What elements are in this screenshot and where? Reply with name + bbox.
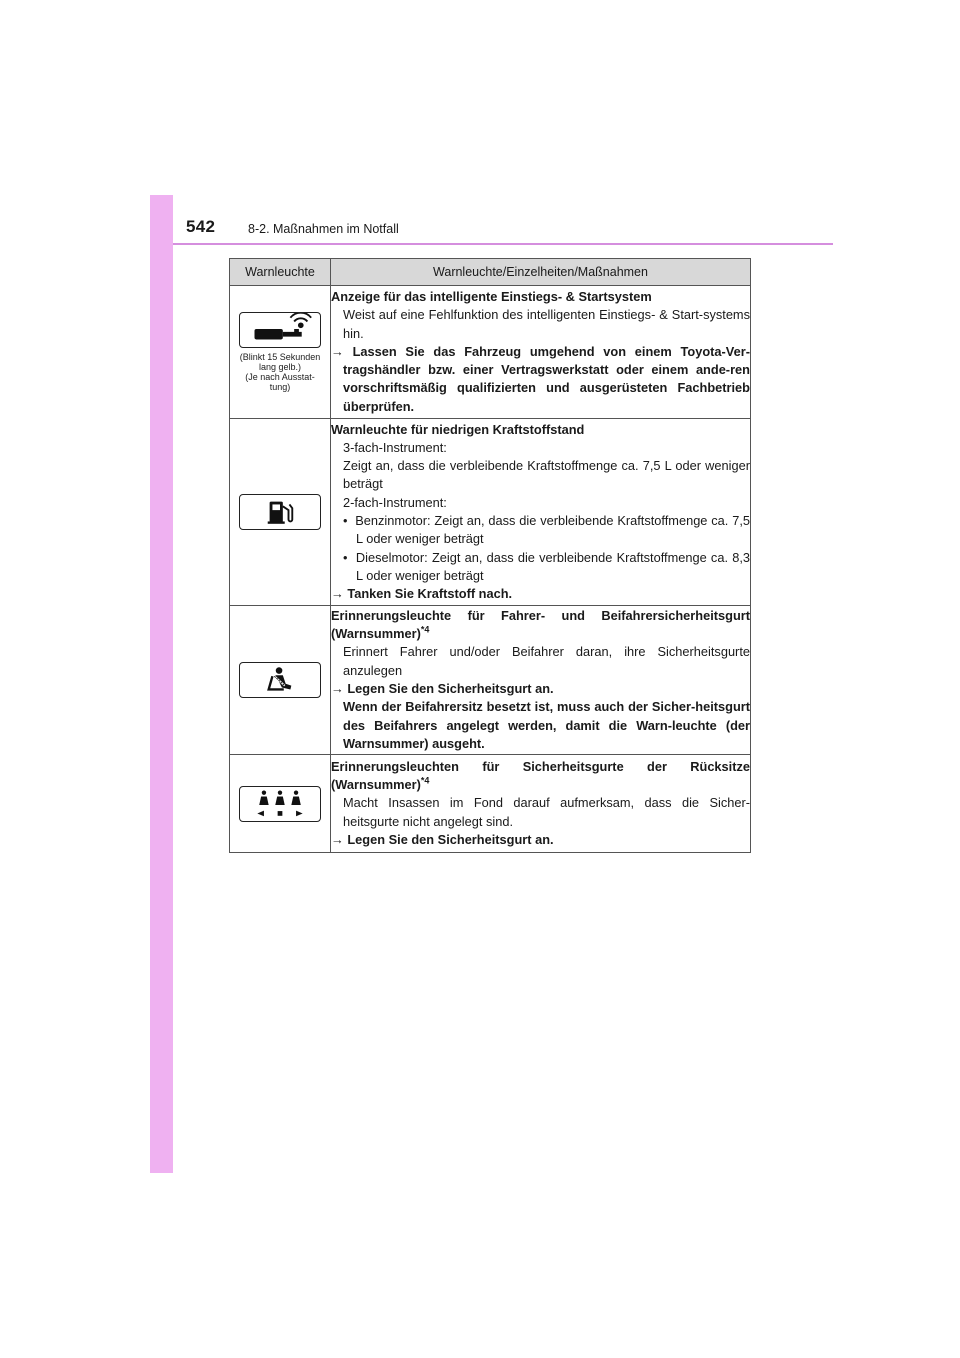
icon-cell xyxy=(230,755,331,853)
details-cell xyxy=(331,286,751,419)
details-cell xyxy=(331,606,751,755)
row-action: → Tanken Sie Kraftstoff nach. xyxy=(331,586,513,602)
column-header-light: Warnleuchte xyxy=(230,259,331,286)
rear-seatbelt-reminder-icon xyxy=(239,786,321,822)
row-action: → Legen Sie den Sicherheitsgurt an. xyxy=(331,681,554,696)
details-cell xyxy=(331,419,751,606)
instrument-3-text: Zeigt an, dass die verbleibende Kraftstoffmenge ca. 7,5 L oder weniger beträgt xyxy=(343,458,750,492)
row-title: Warnleuchte für niedrigen Kraftstoffstand xyxy=(331,421,585,437)
table-row xyxy=(230,755,751,853)
row-action: → Legen Sie den Sicherheitsgurt an. xyxy=(331,831,554,847)
table-row xyxy=(230,419,751,606)
instrument-2-label: 2-fach-Instrument: xyxy=(343,494,447,510)
smart-key-system-icon xyxy=(239,312,321,348)
row-title: Erinnerungsleuchte für Fahrer- und Beifahrersicherheitsgurt (Warnsummer)$^{*4}$ xyxy=(331,607,750,642)
seatbelt-reminder-icon xyxy=(239,662,321,698)
instrument-3-label: 3-fach-Instrument: xyxy=(343,439,447,455)
row-title: Erinnerungsleuchten für Sicherheitsgurte der Rücksitze (Warnsummer)$^{*4}$ xyxy=(331,758,750,793)
row-action: → Lassen Sie das Fahrzeug umgehend von einem Toyota-Ver-tragshändler bzw. einer Vertragswerkstatt oder einem ande-ren vorschriftsmäßig qualifizierten und ausgerüsteten Fachbetrieb überprüfen. xyxy=(331,343,750,414)
page-number: 542 xyxy=(186,217,216,236)
row-action-detail: Wenn der Beifahrersitz besetzt ist, muss auch der Sicher-heitsgurt des Beifahrers angelegt werden, damit die Warn-leuchte (der Warnsummer) ausgeht. xyxy=(343,699,750,751)
icon-cell xyxy=(230,286,331,419)
list-item: • Benzinmotor: Zeigt an, dass die verbleibende Kraftstoffmenge ca. 7,5 L oder weniger beträgt xyxy=(343,513,750,547)
table-row xyxy=(230,606,751,755)
footnote-mark: *4 xyxy=(420,624,430,635)
header-divider xyxy=(173,243,833,245)
chapter-sidebar xyxy=(150,195,173,1173)
table-row xyxy=(230,286,751,419)
section-title: 8-2. Maßnahmen im Notfall xyxy=(248,222,399,236)
column-header-details: Warnleuchte/Einzelheiten/Maßnahmen xyxy=(331,259,751,286)
warning-light-table xyxy=(229,258,751,853)
row-description: Macht Insassen im Fond darauf aufmerksam, dass die Sicher-heitsgurte nicht angelegt sind. xyxy=(343,795,750,829)
footnote-mark: *4 xyxy=(420,775,430,786)
row-description: Erinnert Fahrer und/oder Beifahrer daran, ihre Sicherheitsgurte anzulegen xyxy=(343,644,750,678)
icon-cell xyxy=(230,606,331,755)
row-title: Anzeige für das intelligente Einstiegs- & Startsystem xyxy=(331,288,652,304)
icon-note: (Blinkt 15 Sekunden lang gelb.) (Je nach Ausstat- tung) xyxy=(239,352,321,392)
list-item: • Dieselmotor: Zeigt an, dass die verbleibende Kraftstoffmenge ca. 8,3 L oder weniger beträgt xyxy=(343,549,750,583)
details-cell xyxy=(331,755,751,853)
row-description: Weist auf eine Fehlfunktion des intelligenten Einstiegs- & Start-systems hin. xyxy=(343,307,750,341)
fuel-pump-icon xyxy=(239,494,321,530)
icon-cell xyxy=(230,419,331,606)
